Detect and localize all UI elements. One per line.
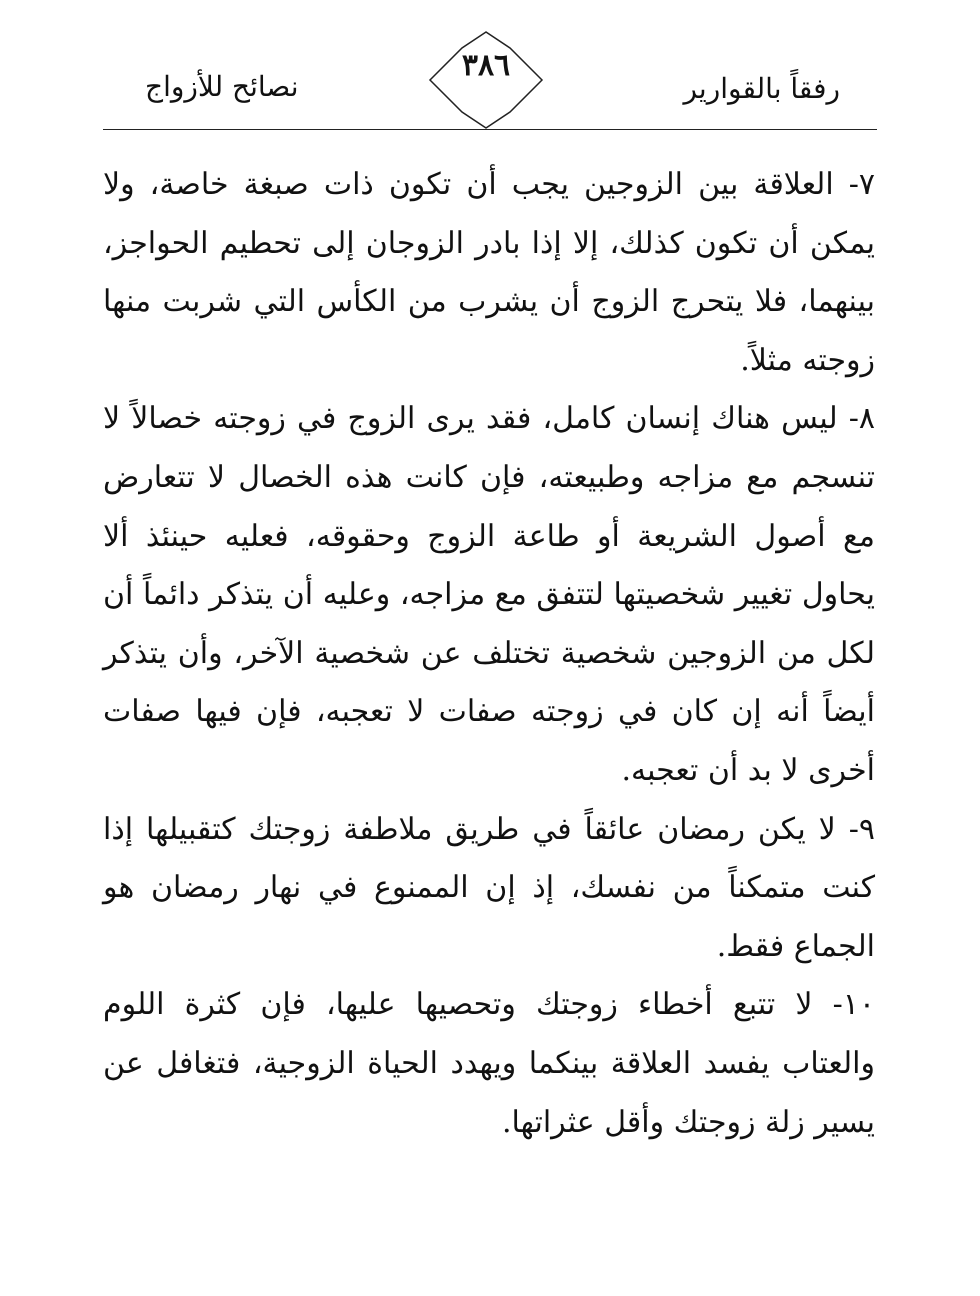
paragraph-10: ١٠- لا تتبع أخطاء زوجتك وتحصيها عليها، فإن كثرة اللوم والعتاب يفسد العلاقة بينكما ويهدد الحياة الزوجية، فتغافل عن يسير زلة زوجتك وأقل عثراتها. [103, 987, 875, 1140]
main-text [103, 156, 875, 1152]
paragraph-7: ٧- العلاقة بين الزوجين يجب أن تكون ذات صبغة خاصة، ولا يمكن أن تكون كذلك، إلا إذا بادر الزوجان إلى تحطيم الحواجز، بينهما، فلا يتحرج الزوج أن يشرب من الكأس التي شربت منها زوجته مثلاً. [103, 167, 875, 378]
page-number: ٣٨٦ [461, 48, 511, 83]
running-title-chapter: نصائح للأزواج [145, 70, 299, 103]
paragraph-9: ٩- لا يكن رمضان عائقاً في طريق ملاطفة زوجتك كتقبيلها إذا كنت متمكناً من نفسك، إذ إن الممنوع في نهار رمضان هو الجماع فقط. [103, 811, 875, 964]
page-header [0, 0, 980, 140]
running-title-book: رفقاً بالقوارير [683, 72, 840, 105]
header-rule [103, 129, 877, 130]
paragraph-8: ٨- ليس هناك إنسان كامل، فقد يرى الزوج في زوجته خصالاً لا تنسجم مع مزاجه وطبيعته، فإن كانت هذه الخصال لا تتعارض مع أصول الشريعة أو طاعة الزوج وحقوقه، فعليه حينئذ ألا يحاول تغيير شخصيتها لتتفق مع مزاجه، وعليه أن يتذكر دائماً أن لكل من الزوجين شخصية تختلف عن شخصية الآخر، وأن يتذكر أيضاً أنه إن كان في زوجته صفات لا تعجبه، فإن فيها صفات أخرى لا بد أن تعجبه. [103, 401, 875, 788]
